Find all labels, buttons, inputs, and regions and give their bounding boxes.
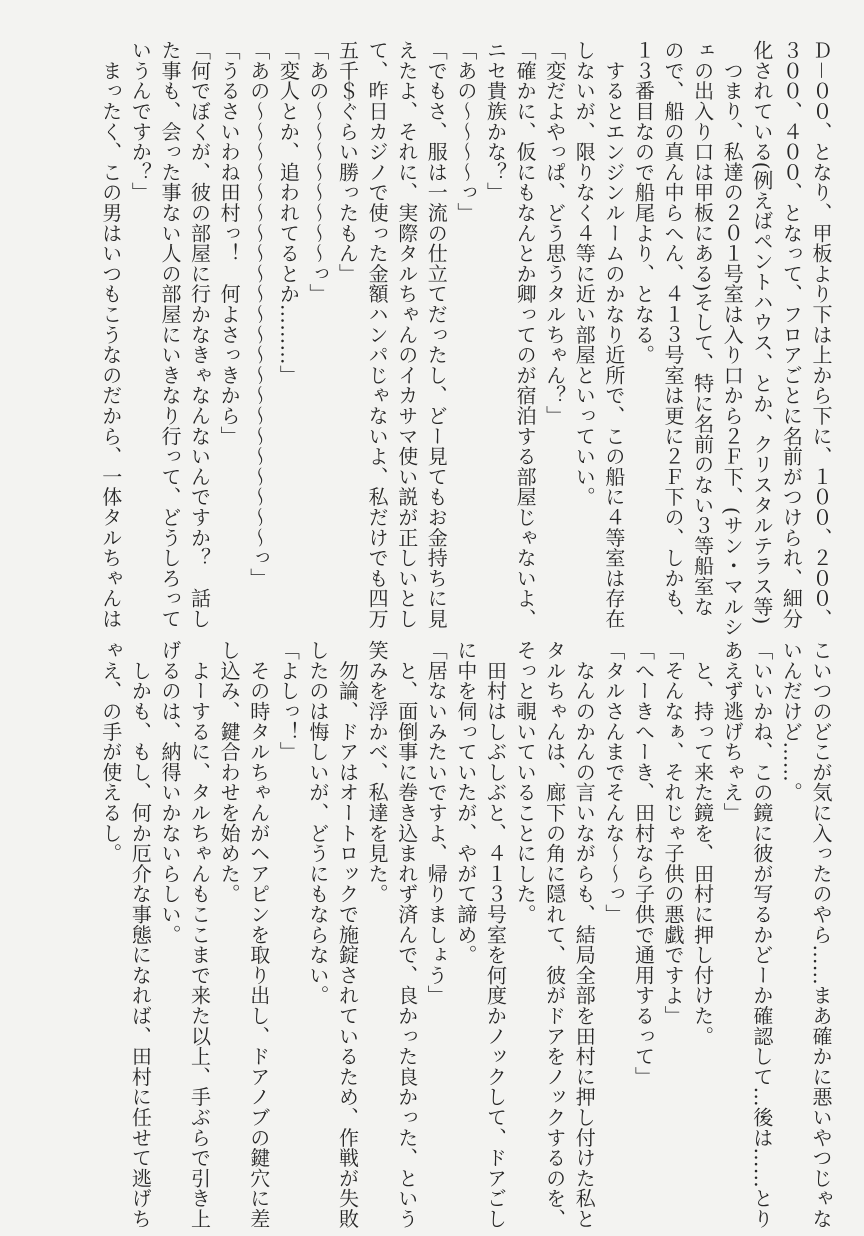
text-line: げるのは、納得いかないらしい。 — [157, 640, 182, 945]
text-line: ニセ貴族かな？」 — [483, 40, 508, 203]
text-line: 化されている(例えばペントハウス、とか、クリスタルテラス等) — [749, 40, 774, 625]
text-line: そっと覗いていることにした。 — [513, 640, 538, 925]
text-line: １３番目なので船尾より、となる。 — [631, 40, 656, 365]
text-line: 「そんなぁ、それじゃ子供の悪戯ですよ」 — [661, 640, 686, 1026]
text-line: と、持って来た鏡を、田村に押し付けた。 — [690, 640, 715, 1046]
text-line: し込み、鍵合わせを始めた。 — [217, 640, 242, 904]
text-line: したのは悔しいが、どうにもならない。 — [305, 640, 330, 1006]
text-line: 「居ないみたいですよ、帰りましょう」 — [424, 640, 449, 1006]
text-line: 「タルさんまでそんな～～っ」 — [601, 640, 626, 925]
text-line: ェの出入り口は甲板にある)そして、特に名前のない３等船室な — [690, 40, 715, 617]
text-line: た事も、会った事ない人の部屋にいきなり行って、どうしろって — [157, 40, 182, 629]
text-block-bottom — [90, 640, 835, 1229]
text-line: しないが、限りなく４等に近い部屋といっていい。 — [572, 40, 597, 507]
text-line: 「あの～～～～っ」 — [453, 40, 478, 223]
text-line: こいつのどこが気に入ったのやら……まあ確かに悪いやつじゃな — [809, 640, 833, 1229]
text-line: 「あの～～～～～～～～っ」 — [305, 40, 330, 304]
text-line: なんのかんの言いながらも、結局全部を田村に押し付けた私と — [572, 640, 597, 1229]
text-line: ３００、４００、となって、フロアごとに名前がつけられ、細分 — [779, 40, 804, 629]
text-line: あえず逃げちゃえ」 — [720, 640, 745, 823]
text-line: タルちゃんは、廊下の角に隠れて、彼がドアをノックするのを、 — [542, 640, 567, 1229]
text-line: ゃえ、の手が使えるし。 — [98, 640, 123, 864]
text-line: て、昨日カジノで使った金額ハンパじゃないよ、私だけでも四万 — [365, 40, 390, 629]
text-line: と、面倒事に巻き込まれず済んで、良かった良かった、という — [394, 640, 419, 1229]
text-line: えたよ、それに、実際タルちゃんのイカサマ使い説が正しいとし — [394, 40, 419, 629]
text-line: 五千＄ぐらい勝ったもん」 — [335, 40, 360, 284]
text-line: しかも、もし、何か厄介な事態になれば、田村に任せて逃げち — [128, 640, 153, 1229]
text-block-top — [90, 40, 835, 637]
text-line: まったく、この男はいつもこうなのだから、一体タルちゃんは — [98, 40, 123, 629]
text-line: いうんですか？」 — [128, 40, 153, 203]
text-line: 「いいかね、この鏡に彼が写るかどーか確認して…後は……とり — [749, 640, 774, 1229]
text-line: つまり、私達の２０１号室は入り口から２Ｆ下、(サン・マルシ — [720, 40, 745, 637]
text-line: 「よしっ！」 — [276, 640, 301, 762]
text-line: ので、船の真ん中らへん、４１３号室は更に２Ｆ下の、しかも、 — [661, 40, 686, 629]
text-line: 田村はしぶしぶと、４１３号室を何度かノックして、ドアごし — [483, 640, 508, 1229]
text-line: 「うるさいわね田村っ！ 何よさっきから」 — [217, 40, 242, 446]
text-line: 「何でぼくが、彼の部屋に行かなきゃなんないんですか？ 話し — [187, 40, 212, 629]
text-line: 「へーきへーき、田村なら子供で通用するって」 — [631, 640, 656, 1087]
text-line: 「変人とか、追われてるとか………」 — [276, 40, 301, 386]
text-line: 「確かに、仮にもなんとか卿ってのが宿泊する部屋じゃないよ、 — [513, 40, 538, 629]
text-line: に中を伺っていたが、やがて諦め。 — [453, 640, 478, 965]
text-line: 「変だよやっぱ、どう思うタルちゃん？」 — [542, 40, 567, 426]
text-line: 「でもさ、服は一流の仕立てだったし、どー見てもお金持ちに見 — [424, 40, 449, 629]
text-line: いんだけど……。 — [779, 640, 804, 803]
text-line: よーするに、タルちゃんもここまで来た以上、手ぶらで引き上 — [187, 640, 212, 1229]
text-line: その時タルちゃんがヘアピンを取り出し、ドアノブの鍵穴に差 — [246, 640, 271, 1229]
text-line: 笑みを浮かべ、私達を見た。 — [365, 640, 390, 904]
text-line: Ｄ－００、となり、甲板より下は上から下に、１００、２００、 — [809, 40, 833, 629]
text-line: 「あの～～～～～～～～～～～～～～～～～～～～～～っ」 — [246, 40, 271, 589]
text-line: 勿論、ドアはオートロックで施錠されているため、作戦が失敗 — [335, 640, 360, 1229]
text-line: するとエンジンルームのかなり近所で、この船に４等室は存在 — [601, 40, 626, 629]
